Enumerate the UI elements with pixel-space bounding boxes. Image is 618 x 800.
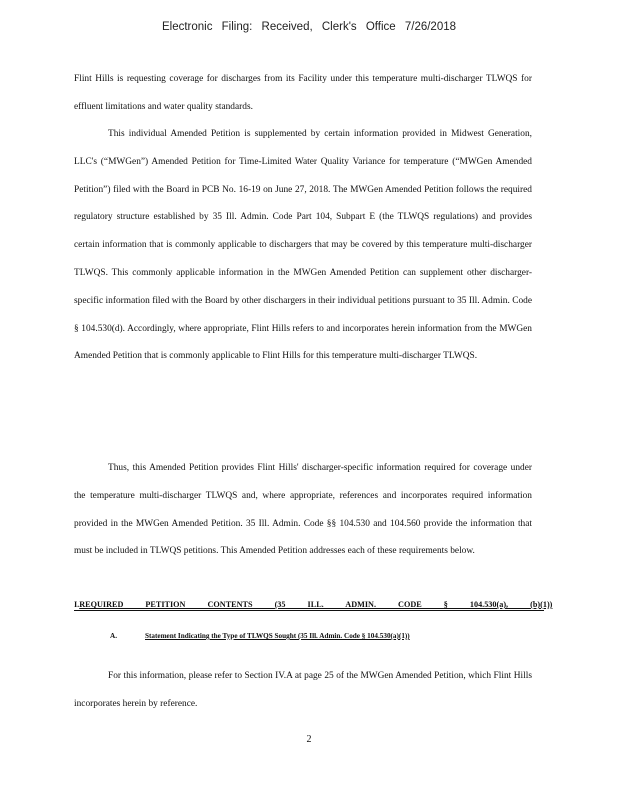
subsection-title: Statement Indicating the Type of TLWQS Sought (35 Ill. Admin. Code § 104.530(a)(1)) (145, 632, 410, 640)
section-title: REQUIRED PETITION CONTENTS (35 ILL. ADMIN. CODE § 104.530(a), (b)(1)) (79, 600, 553, 609)
filing-stamp-header: Electronic Filing: Received, Clerk's Office 7/26/2018 (161, 21, 457, 33)
section-number: I. (74, 600, 80, 609)
section-heading-i (74, 600, 553, 611)
subsection-number: A. (110, 632, 117, 640)
subsection-heading-a (110, 631, 542, 641)
paragraph-reference: For this information, please refer to Section IV.A at page 25 of the MWGen Amended Petition, which Flint Hills incorporates herein by reference. (74, 671, 532, 709)
paragraph-amended-petition-scope: Thus, this Amended Petition provides Flint Hills' discharger-specific information required for coverage under the temperature multi-discharger TLWQS and, where appropriate, references and incorporates required information provided in the MWGen Amended Petition. 35 Ill. Admin. Code §§ 104.530 and 104.560 provide the information that must be included in TLWQS petitions. This Amended Petition addresses each of these requirements below. (74, 463, 532, 557)
page-number: 2 (306, 734, 312, 745)
paragraph-supplement-info: This individual Amended Petition is supplemented by certain information provided in Midwest Generation, LLC's (“MWGen”) Amended Petition for Time-Limited Water Quality Variance for temperature (“MWGen Amended Petition”) filed with the Board in PCB No. 16-19 on June 27, 2018. The MWGen Amended Petition follows the required regulatory structure established by 35 Ill. Admin. Code Part 104, Subpart E (the TLWQS regulations) and provides certain information that is commonly applicable to dischargers that may be covered by this temperature multi-discharger TLWQS. This commonly applicable information in the MWGen Amended Petition can supplement other discharger-specific information filed with the Board by other dischargers in their individual petitions pursuant to 35 Ill. Admin. Code § 104.530(d). Accordingly, where appropriate, Flint Hills refers to and incorporates herein information from the MWGen Amended Petition that is commonly applicable to Flint Hills for this temperature multi-discharger TLWQS. (74, 129, 532, 362)
paragraph-coverage-request: Flint Hills is requesting coverage for discharges from its Facility under this temperature multi-discharger TLWQS for effluent limitations and water quality standards. (74, 74, 532, 112)
